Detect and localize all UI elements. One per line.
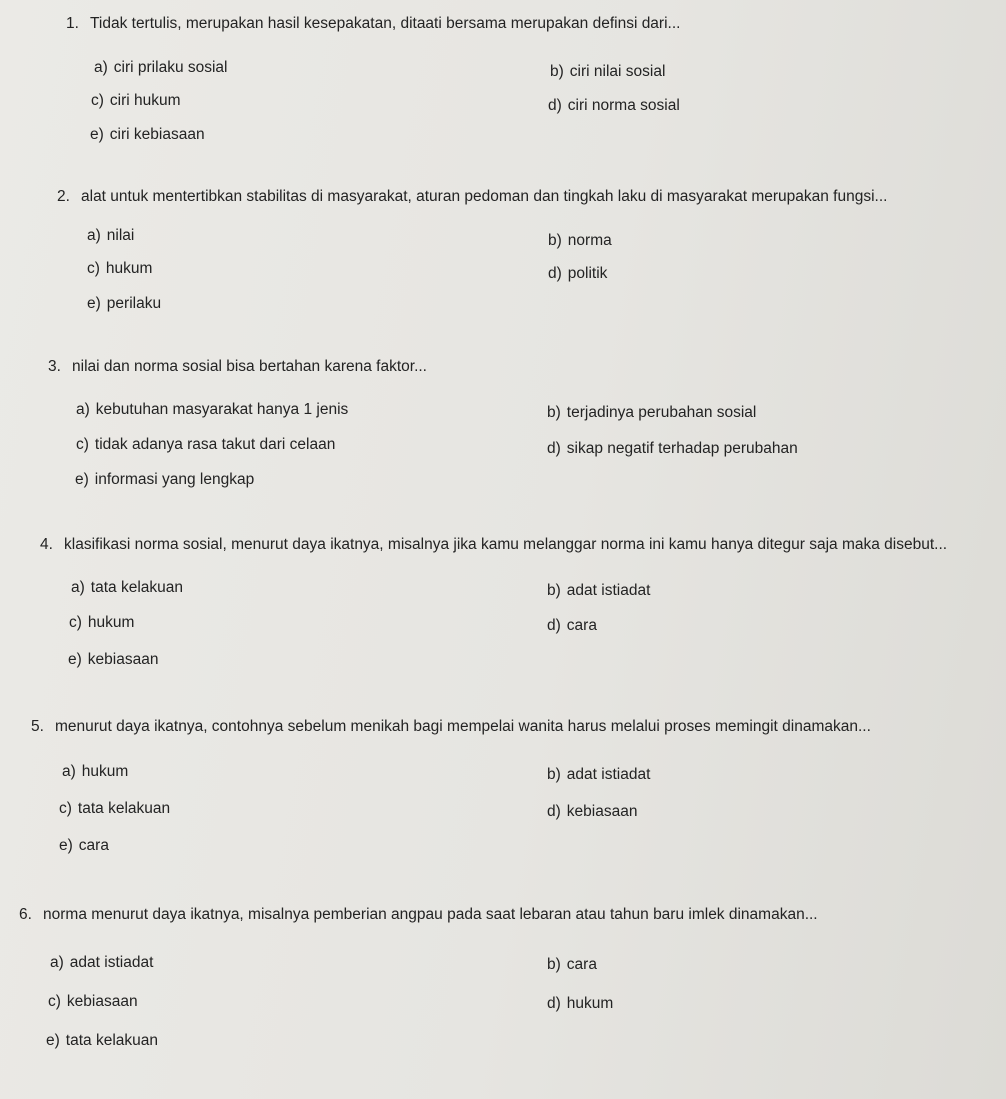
option-d[interactable] [547,616,597,636]
question-number: 1. [66,15,79,32]
option-letter: c) [87,260,100,277]
option-a[interactable] [50,953,153,973]
question-number: 5. [31,718,44,735]
option-letter: b) [547,404,561,421]
option-letter: d) [547,995,561,1012]
option-a[interactable] [62,762,128,782]
option-letter: c) [76,436,89,453]
option-text: ciri nilai sosial [569,63,666,80]
option-e[interactable] [90,125,205,145]
option-e[interactable] [46,1031,158,1051]
option-text: hukum [81,763,129,780]
option-text: kebiasaan [566,803,638,820]
option-letter: d) [548,97,562,114]
question-text: nilai dan norma sosial bisa bertahan karena faktor... [72,358,427,375]
question-2 [57,187,887,207]
option-letter: a) [76,401,90,418]
question-number: 6. [19,906,32,923]
question-1 [66,14,680,34]
option-e[interactable] [59,836,109,856]
option-text: tata kelakuan [65,1032,159,1049]
option-text: perilaku [106,295,162,312]
question-text: alat untuk mentertibkan stabilitas di masyarakat, aturan pedoman dan tingkah laku di masyarakat merupakan fungsi... [81,188,888,205]
option-letter: e) [59,837,73,854]
option-letter: b) [547,766,561,783]
option-text: tata kelakuan [77,800,171,817]
option-text: kebutuhan masyarakat hanya 1 jenis [95,401,349,418]
option-letter: e) [90,126,104,143]
option-b[interactable] [548,231,612,251]
option-text: hukum [87,614,135,631]
option-a[interactable] [87,226,134,246]
option-letter: a) [87,227,101,244]
option-letter: e) [75,471,89,488]
question-number: 4. [40,536,53,553]
option-text: tidak adanya rasa takut dari celaan [94,436,336,453]
option-text: kebiasaan [66,993,138,1010]
option-text: ciri prilaku sosial [113,59,228,76]
option-text: adat istiadat [69,954,154,971]
question-text: Tidak tertulis, merupakan hasil kesepakatan, ditaati bersama merupakan definsi dari... [90,15,681,32]
question-5 [31,717,871,737]
option-d[interactable] [548,264,607,284]
question-text: menurut daya ikatnya, contohnya sebelum menikah bagi mempelai wanita harus melalui proses memingit dinamakan... [55,718,871,735]
option-letter: c) [48,993,61,1010]
option-e[interactable] [87,294,161,314]
option-letter: a) [71,579,85,596]
option-letter: d) [547,803,561,820]
option-a[interactable] [94,58,228,78]
option-text: kebiasaan [87,651,159,668]
option-letter: d) [547,617,561,634]
question-3 [48,357,427,377]
option-letter: b) [548,232,562,249]
option-letter: e) [46,1032,60,1049]
question-text: norma menurut daya ikatnya, misalnya pemberian angpau pada saat lebaran atau tahun baru imlek dinamakan... [43,906,818,923]
option-letter: d) [547,440,561,457]
option-c[interactable] [59,799,170,819]
option-text: nilai [106,227,135,244]
option-text: norma [567,232,612,249]
option-letter: e) [68,651,82,668]
option-d[interactable] [547,439,798,459]
question-number: 3. [48,358,61,375]
option-d[interactable] [547,802,637,822]
option-text: sikap negatif terhadap perubahan [566,440,798,457]
question-number: 2. [57,188,70,205]
option-text: ciri hukum [109,92,181,109]
option-text: adat istiadat [566,582,651,599]
option-letter: e) [87,295,101,312]
question-6 [19,905,818,925]
option-e[interactable] [68,650,158,670]
option-text: tata kelakuan [90,579,184,596]
option-text: terjadinya perubahan sosial [566,404,757,421]
option-c[interactable] [76,435,335,455]
option-d[interactable] [548,96,680,116]
option-text: cara [566,617,597,634]
option-c[interactable] [48,992,138,1012]
option-e[interactable] [75,470,254,490]
option-letter: a) [94,59,108,76]
option-text: ciri kebiasaan [109,126,205,143]
option-letter: c) [59,800,72,817]
option-text: informasi yang lengkap [94,471,255,488]
option-text: hukum [105,260,153,277]
option-text: cara [78,837,109,854]
question-text: klasifikasi norma sosial, menurut daya ikatnya, misalnya jika kamu melanggar norma ini kamu hanya ditegur saja maka disebut... [64,536,948,553]
option-text: ciri norma sosial [567,97,680,114]
option-c[interactable] [87,259,152,279]
option-letter: a) [50,954,64,971]
option-letter: c) [69,614,82,631]
question-4 [40,535,947,555]
option-a[interactable] [76,400,348,420]
option-letter: b) [547,582,561,599]
option-b[interactable] [550,62,665,82]
option-letter: a) [62,763,76,780]
option-b[interactable] [547,403,756,423]
option-text: hukum [566,995,614,1012]
option-b[interactable] [547,955,597,975]
option-text: adat istiadat [566,766,651,783]
option-c[interactable] [91,91,181,111]
option-letter: b) [547,956,561,973]
option-b[interactable] [547,765,650,785]
option-b[interactable] [547,581,650,601]
option-letter: b) [550,63,564,80]
option-text: cara [566,956,597,973]
option-a[interactable] [71,578,183,598]
option-text: politik [567,265,608,282]
option-d[interactable] [547,994,613,1014]
option-letter: c) [91,92,104,109]
option-letter: d) [548,265,562,282]
option-c[interactable] [69,613,134,633]
